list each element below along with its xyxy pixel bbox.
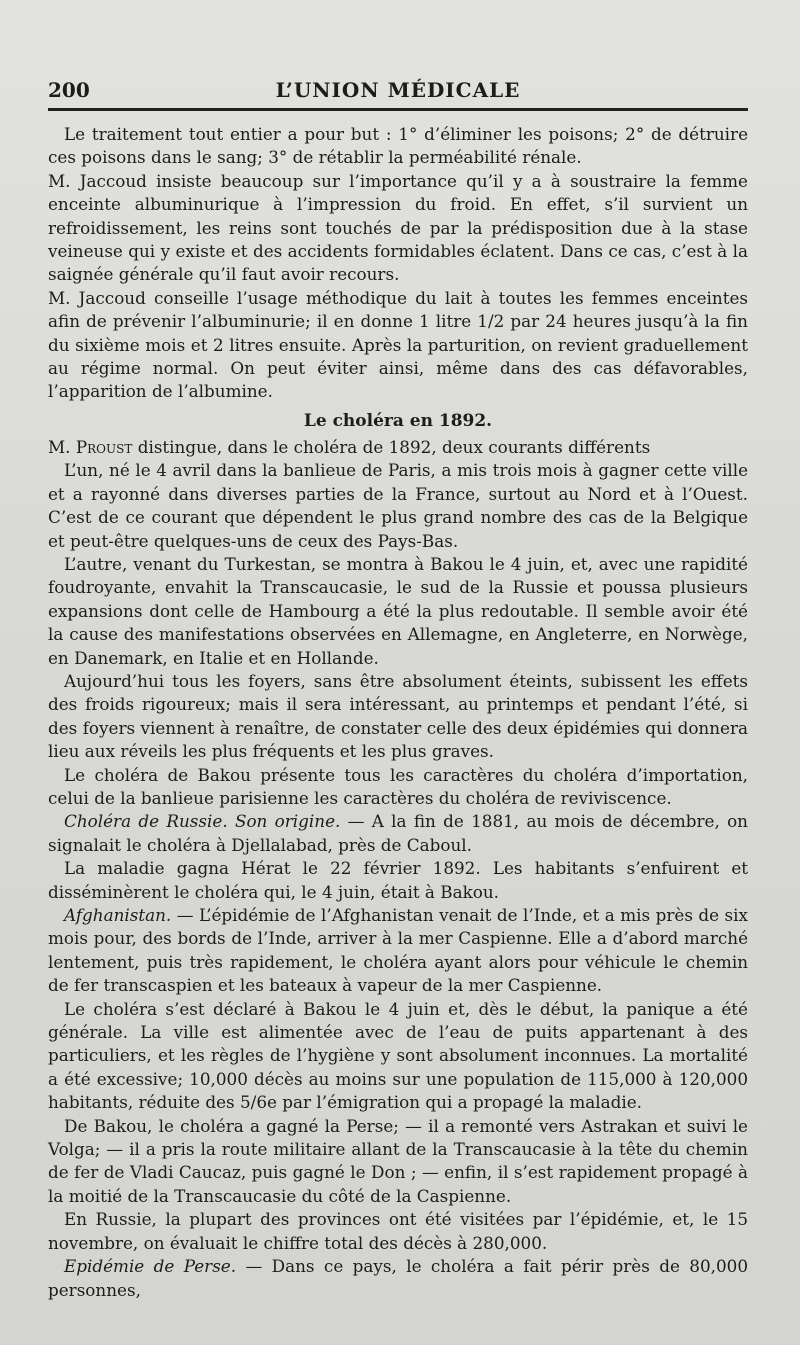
header-rule xyxy=(48,108,748,111)
proust-prefix: M. xyxy=(48,436,76,457)
page-header xyxy=(48,72,748,108)
running-title: L’UNION MÉDICALE xyxy=(275,78,521,102)
paragraph-courant-turkestan: L’autre, venant du Turkestan, se montra à Bakou le 4 juin, et, avec une rapidité foudroyante, envahit la Transcaucasie, le sud de la Russie et poussa plusieurs expansions dont celle de Hambourg a été la plus redoutable. Il semble avoir été la cause des manifestations observées en Allemagne, en Angleterre, en Norwège, en Danemark, en Italie et en Hollande. xyxy=(48,553,748,668)
paragraph-afghanistan xyxy=(48,904,748,998)
paragraph-foyers: Aujourd’hui tous les foyers, sans être absolument éteints, subissent les effets des froids rigoureux; mais il sera intéressant, au printemps et pendant l’été, si des foyers viennent à renaître, de constater celle des deux épidémies qui donnera lieu aux réveils les plus fréquents et les plus graves. xyxy=(48,670,748,762)
paragraph-traitement: Le traitement tout entier a pour but : 1° d’éliminer les poisons; 2° de détruire ces poisons dans le sang; 3° de rétablir la perméabilité rénale. xyxy=(48,124,748,168)
paragraph-jaccoud-froid: M. Jaccoud insiste beaucoup sur l’importance qu’il y a à soustraire la femme enceinte albuminurique à l’impression du froid. En effet, s’il survient un refroidissement, les reins sont touchés de par la prédisposition due à la stase veineuse qui y existe et des accidents formidables éclatent. Dans ce cas, c’est à la saignée générale qu’il faut avoir recours. xyxy=(48,170,748,285)
paragraph-courant-paris: L’un, né le 4 avril dans la banlieue de Paris, a mis trois mois à gagner cette ville et a rayonné dans diverses parties de la France, surtout au Nord et à l’Ouest. C’est de ce courant que dépendent le plus grand nombre des cas de la Belgique et peut-être quelques-uns de ceux des Pays-Bas. xyxy=(48,460,748,551)
paragraph-perse xyxy=(48,1255,748,1302)
russie-label: Choléra de Russie. Son origine. xyxy=(64,811,341,832)
paragraph-russie-deces: En Russie, la plupart des provinces ont été visitées par l’épidémie, et, le 15 novembre, on évaluait le chiffre total des décès à 280,000. xyxy=(48,1209,748,1253)
article-body xyxy=(48,123,748,1302)
paragraph-russie-origine xyxy=(48,810,748,857)
section-title: Le choléra en 1892. xyxy=(303,410,493,431)
page-number: 200 xyxy=(48,78,90,102)
paragraph-bakou-panique: Le choléra s’est déclaré à Bakou le 4 juin et, dès le début, la panique a été générale. La ville est alimentée avec de l’eau de puits appartenant à des particuliers, et les règles de l’hygiène y sont absolument inconnues. La mortalité a été excessive; 10,000 décès au moins sur une population de 115,000 à 120,000 habitants, réduite des 5/6e par l’émigration qui a propagé la maladie. xyxy=(48,998,748,1113)
proust-text: distingue, dans le choléra de 1892, deux courants différents xyxy=(132,436,651,457)
afghanistan-text: — L’épidémie de l’Afghanistan venait de l’Inde, et a mis près de six mois pour, des bords de l’Inde, arriver à la mer Caspienne. Elle a d’abord marché lentement, puis très rapidement, le choléra ayant alors pour véhicule le chemin de fer transcaspien et les bateaux à vapeur de la mer Caspienne. xyxy=(48,905,748,996)
paragraph-jaccoud-lait: M. Jaccoud conseille l’usage méthodique du lait à toutes les femmes enceintes afin de prévenir l’albuminurie; il en donne 1 litre 1/2 par 24 heures jusqu’à la fin du sixième mois et 2 litres ensuite. Après la parturition, on revient graduellement au régime normal. On peut éviter ainsi, même dans des cas défavorables, l’apparition de l’albumine. xyxy=(48,287,748,402)
paragraph-proust xyxy=(48,436,748,459)
paragraph-propagation: De Bakou, le choléra a gagné la Perse; — il a remonté vers Astrakan et suivi le Volga; — il a pris la route militaire allant de la Transcaucasie à la tête du chemin de fer de Vladi Caucaz, puis gagné le Don ; — enfin, il s’est rapidement propagé à la moitié de la Transcaucasie du côté de la Caspienne. xyxy=(48,1115,748,1206)
paragraph-herat: La maladie gagna Hérat le 22 février 1892. Les habitants s’enfuirent et disséminèrent le choléra qui, le 4 juin, était à Bakou. xyxy=(48,858,748,902)
afghanistan-label: Afghanistan. xyxy=(64,905,172,925)
paragraph-bakou-caracteres: Le choléra de Bakou présente tous les caractères du choléra d’importation, celui de la banlieue parisienne les caractères du choléra de reviviscence. xyxy=(48,764,748,808)
author-name: Proust xyxy=(75,436,133,457)
perse-text: — Dans ce pays, le choléra a fait périr près de 80,000 personnes, xyxy=(48,1256,748,1300)
perse-label: Epidémie de Perse. xyxy=(64,1256,237,1277)
russie-text: — A la fin de 1881, au mois de décembre, on signalait le choléra à Djellalabad, près de Caboul. xyxy=(48,811,748,855)
